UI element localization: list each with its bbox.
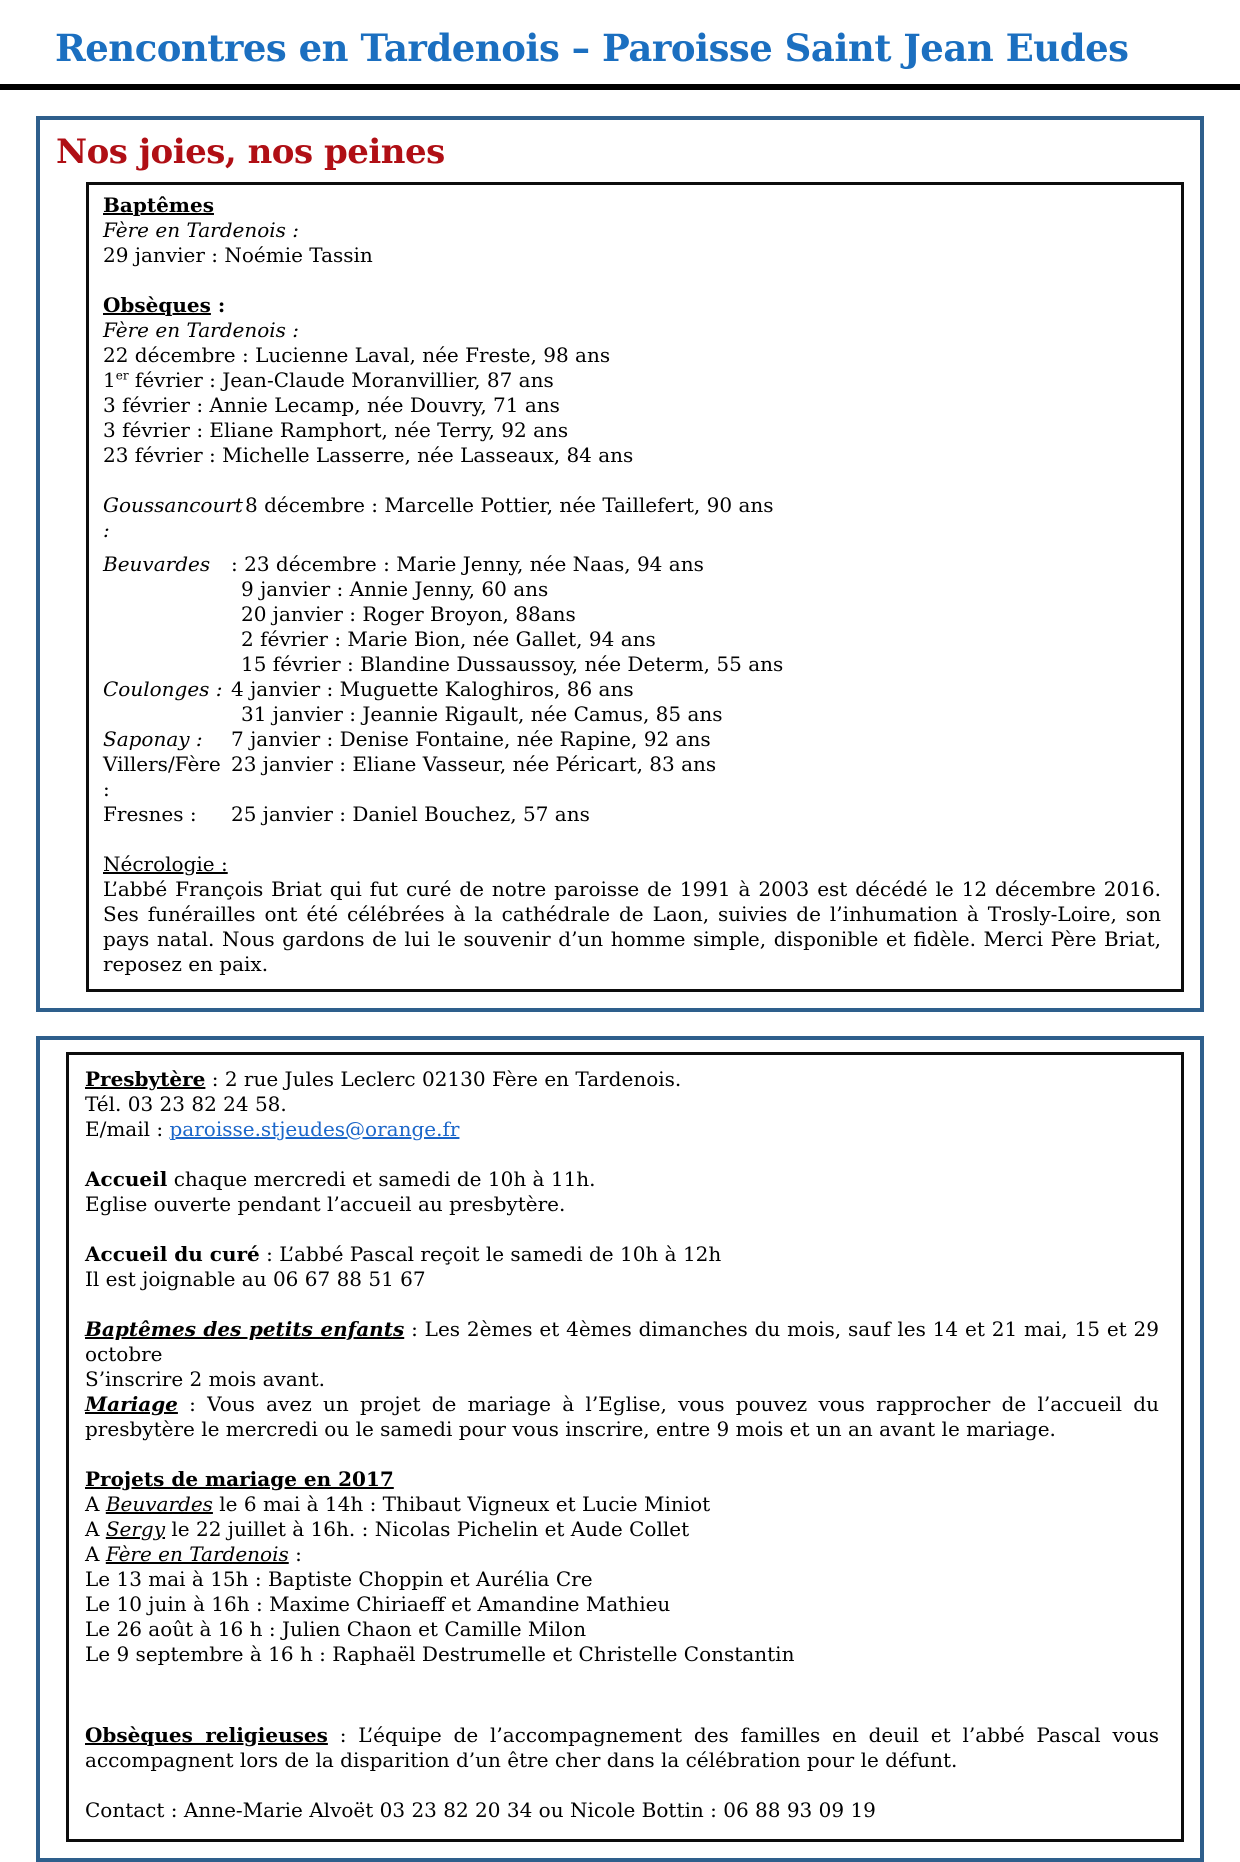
baptism-entry: 29 janvier : Noémie Tassin xyxy=(103,243,373,267)
funeral-entry: 22 décembre : Lucienne Laval, née Freste, 98 ans xyxy=(103,343,611,367)
funerals-place: Fère en Tardenois : xyxy=(103,318,300,342)
funeral-village-row xyxy=(103,552,1161,577)
spacer xyxy=(85,1292,1159,1317)
reception-line2: Eglise ouverte pendant l’accueil au presbytère. xyxy=(85,1192,566,1216)
village-label: Goussancourt : xyxy=(103,493,243,542)
funeral-entry: 3 février : Annie Lecamp, née Douvry, 71 ans xyxy=(103,393,560,417)
funerals-heading: Obsèques : xyxy=(103,293,226,317)
village-entry-text: : 23 décembre : Marie Jenny, née Naas, 94 ans xyxy=(231,552,704,576)
village-label: Fresnes : xyxy=(103,802,197,826)
funeral-village-row xyxy=(103,627,1161,652)
funeral-village-row xyxy=(103,677,1161,702)
village-entry-text: 4 janvier : Muguette Kaloghiros, 86 ans xyxy=(231,677,634,701)
header-divider xyxy=(0,84,1240,90)
wedding-project-row: Le 26 août à 16 h : Julien Chaon et Camille Milon xyxy=(85,1617,587,1641)
funeral-village-row xyxy=(103,802,1161,827)
village-entry-text: 2 février : Marie Bion, née Gallet, 94 ans xyxy=(241,627,656,651)
practical-info-section xyxy=(36,1036,1204,1862)
funeral-entry: 1er février : Jean-Claude Moranvillier, 87 ans xyxy=(103,368,554,392)
wedding-projects-heading: Projets de mariage en 2017 xyxy=(85,1467,394,1491)
funeral-village-row xyxy=(103,652,1161,677)
wedding-project-row: A Fère en Tardenois : xyxy=(85,1542,302,1566)
presbytery-phone: Tél. 03 23 82 24 58. xyxy=(85,1092,287,1116)
necrology-heading: Nécrologie : xyxy=(103,852,228,876)
presbytery-line: Presbytère : 2 rue Jules Leclerc 02130 Fère en Tardenois. xyxy=(85,1067,682,1091)
wedding-project-row: Le 10 juin à 16h : Maxime Chiriaeff et Amandine Mathieu xyxy=(85,1592,671,1616)
presbytery-email-line xyxy=(85,1117,1159,1142)
village-label: Saponay : xyxy=(103,727,203,751)
village-label: Coulonges : xyxy=(103,677,223,701)
email-label: E/mail : xyxy=(85,1117,170,1141)
funeral-entry: 23 février : Michelle Lasserre, née Lasseaux, 84 ans xyxy=(103,443,634,467)
funeral-village-row xyxy=(103,702,1161,727)
spacer xyxy=(103,827,1161,852)
priest-reception-line: Accueil du curé : L’abbé Pascal reçoit le samedi de 10h à 12h xyxy=(85,1242,722,1266)
village-entry-text: 25 janvier : Daniel Bouchez, 57 ans xyxy=(231,802,590,826)
wedding-project-row: A Sergy le 22 juillet à 16h. : Nicolas Pichelin et Aude Collet xyxy=(85,1517,690,1541)
village-label: Beuvardes xyxy=(103,552,211,576)
funeral-village-row xyxy=(103,727,1161,752)
village-entry-text: 9 janvier : Annie Jenny, 60 ans xyxy=(241,577,549,601)
funeral-village-row xyxy=(103,602,1161,627)
baptisms-place: Fère en Tardenois : xyxy=(103,218,300,242)
page-header xyxy=(0,0,1240,70)
village-entry-text: 7 janvier : Denise Fontaine, née Rapine, 92 ans xyxy=(231,727,711,751)
spacer xyxy=(103,543,1161,552)
funeral-village-row xyxy=(103,752,1161,802)
wedding-place: Fère en Tardenois xyxy=(105,1542,289,1566)
funeral-entry: 3 février : Eliane Ramphort, née Terry, 92 ans xyxy=(103,418,569,442)
email-link[interactable]: paroisse.stjeudes@orange.fr xyxy=(169,1117,460,1141)
spacer xyxy=(103,468,1161,493)
reception-line: Accueil chaque mercredi et samedi de 10h à 11h. xyxy=(85,1167,596,1191)
funeral-village-row xyxy=(103,577,1161,602)
religious-funerals-line: Obsèques religieuses : L’équipe de l’accompagnement des familles en deuil et l’abbé Pascal vous accompagnent lors de la disparition d’un être cher dans la célébration pour le défunt. xyxy=(85,1723,1159,1772)
children-baptisms-line2: S’inscrire 2 mois avant. xyxy=(85,1367,326,1391)
village-entry-text: 8 décembre : Marcelle Pottier, née Taillefert, 90 ans xyxy=(245,493,774,517)
practical-info-content-box xyxy=(66,1052,1184,1842)
baptisms-heading: Baptêmes xyxy=(103,193,214,217)
village-entry-text: 15 février : Blandine Dussaussoy, née Determ, 55 ans xyxy=(241,652,784,676)
village-entry-text: 23 janvier : Eliane Vasseur, née Péricart, 83 ans xyxy=(231,752,717,776)
funeral-entry-goussancourt xyxy=(103,493,1161,543)
wedding-info-line: Mariage : Vous avez un projet de mariage à l’Eglise, vous pouvez vous rapprocher de l’accueil du presbytère le mercredi ou le samedi pour vous inscrire, entre 9 mois et un an avant le mariage. xyxy=(85,1392,1159,1441)
necrology-body: L’abbé François Briat qui fut curé de notre paroisse de 1991 à 2003 est décédé le 12 décembre 2016. Ses funérailles ont été célébrées à la cathédrale de Laon, suivies de l’inhumation à Trosly-Loire, son pays natal. Nous gardons de lui le souvenir d’un homme simple, disponible et fidèle. Merci Père Briat, reposez en paix. xyxy=(103,877,1161,976)
priest-phone-line: Il est joignable au 06 67 88 51 67 xyxy=(85,1267,426,1291)
spacer xyxy=(85,1773,1159,1798)
village-entry-text: 20 janvier : Roger Broyon, 88ans xyxy=(241,602,576,626)
spacer xyxy=(85,1217,1159,1242)
newsletter-title: Rencontres en Tardenois – Paroisse Saint Jean Eudes xyxy=(55,26,1129,70)
wedding-project-row: Le 13 mai à 15h : Baptiste Choppin et Aurélia Cre xyxy=(85,1567,593,1591)
spacer xyxy=(103,268,1161,293)
spacer xyxy=(85,1667,1159,1723)
wedding-place: Sergy xyxy=(105,1517,166,1541)
village-label: Villers/Fère : xyxy=(103,752,221,801)
wedding-project-row: Le 9 septembre à 16 h : Raphaël Destrumelle et Christelle Constantin xyxy=(85,1642,795,1666)
spacer xyxy=(85,1442,1159,1467)
contact-line: Contact : Anne-Marie Alvoët 03 23 82 20 34 ou Nicole Bottin : 06 88 93 09 19 xyxy=(85,1798,876,1822)
wedding-place: Beuvardes xyxy=(105,1492,213,1516)
joys-sorrows-section xyxy=(36,116,1204,1012)
village-entry-text: 31 janvier : Jeannie Rigault, née Camus, 85 ans xyxy=(241,702,723,726)
children-baptisms-line: Baptêmes des petits enfants : Les 2èmes et 4èmes dimanches du mois, sauf les 14 et 21 mai, 15 et 29 octobre xyxy=(85,1317,1159,1366)
joys-sorrows-title: Nos joies, nos peines xyxy=(56,132,445,172)
wedding-project-row: A Beuvardes le 6 mai à 14h : Thibaut Vigneux et Lucie Miniot xyxy=(85,1492,711,1516)
joys-sorrows-content-box xyxy=(86,182,1184,992)
spacer xyxy=(85,1142,1159,1167)
